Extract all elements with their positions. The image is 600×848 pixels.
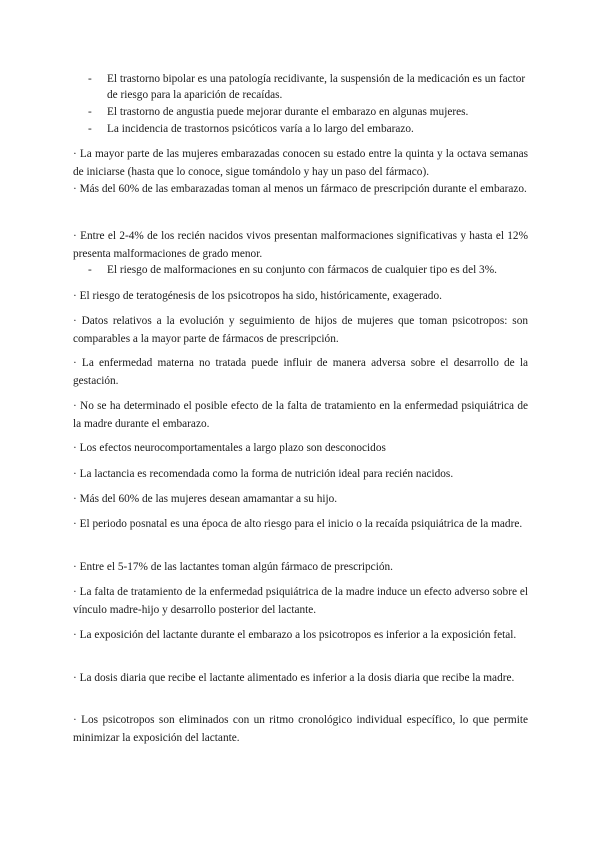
list-item (88, 104, 528, 120)
list-item (88, 121, 528, 137)
list-dash: - (88, 106, 92, 118)
list-item (88, 71, 528, 103)
list-dash: - (88, 264, 92, 276)
paragraph: · La exposición del lactante durante el embarazo a los psicotropos es inferior a la exposición fetal. (73, 629, 517, 641)
paragraph: · Entre el 2-4% de los recién nacidos vivos presentan malformaciones significativas y hasta el 12% presenta malformaciones de grado menor. (73, 230, 528, 260)
list-item-text: El trastorno bipolar es una patología recidivante, la suspensión de la medicación es un factor de riesgo para la aparición de recaídas. (107, 73, 526, 101)
paragraph: · El riesgo de teratogénesis de los psicotropos ha sido, históricamente, exagerado. (73, 290, 442, 302)
list-item-text: El trastorno de angustia puede mejorar durante el embarazo en algunas mujeres. (107, 106, 469, 118)
paragraph: · La dosis diaria que recibe el lactante alimentado es inferior a la dosis diaria que recibe la madre. (73, 672, 515, 684)
paragraph: · La enfermedad materna no tratada puede influir de manera adversa sobre el desarrollo de la gestación. (73, 357, 528, 387)
paragraph: · Más del 60% de las embarazadas toman al menos un fármaco de prescripción durante el embarazo. (73, 183, 527, 195)
paragraph: · El periodo posnatal es una época de alto riesgo para el inicio o la recaída psiquiátrica de la madre. (73, 518, 523, 530)
paragraph: · La lactancia es recomendada como la forma de nutrición ideal para recién nacidos. (73, 468, 454, 480)
list-item (88, 262, 528, 278)
paragraph: · Entre el 5-17% de las lactantes toman algún fármaco de prescripción. (73, 561, 393, 573)
paragraph: · La falta de tratamiento de la enfermedad psiquiátrica de la madre induce un efecto adverso sobre el vínculo madre-hijo y desarrollo posterior del lactante. (73, 586, 528, 616)
list-dash: - (88, 123, 92, 135)
paragraph: · No se ha determinado el posible efecto de la falta de tratamiento en la enfermedad psiquiátrica de la madre durante el embarazo. (73, 400, 528, 430)
list-item-text: La incidencia de trastornos psicóticos varía a lo largo del embarazo. (107, 123, 414, 135)
paragraph: · Más del 60% de las mujeres desean amamantar a su hijo. (73, 493, 338, 505)
list-item-text: El riesgo de malformaciones en su conjunto con fármacos de cualquier tipo es del 3%. (107, 264, 497, 276)
paragraph: · La mayor parte de las mujeres embarazadas conocen su estado entre la quinta y la octava semanas de iniciarse (hasta que lo conoce, sigue tomándolo y hay un paso del fármaco). (73, 148, 528, 178)
paragraph: · Los efectos neurocomportamentales a largo plazo son desconocidos (73, 442, 386, 454)
list-dash: - (88, 73, 92, 85)
paragraph: · Datos relativos a la evolución y seguimiento de hijos de mujeres que toman psicotropos: son comparables a la mayor parte de fármacos de prescripción. (73, 315, 528, 345)
paragraph: · Los psicotropos son eliminados con un ritmo cronológico individual específico, lo que permite minimizar la exposición del lactante. (73, 714, 528, 744)
